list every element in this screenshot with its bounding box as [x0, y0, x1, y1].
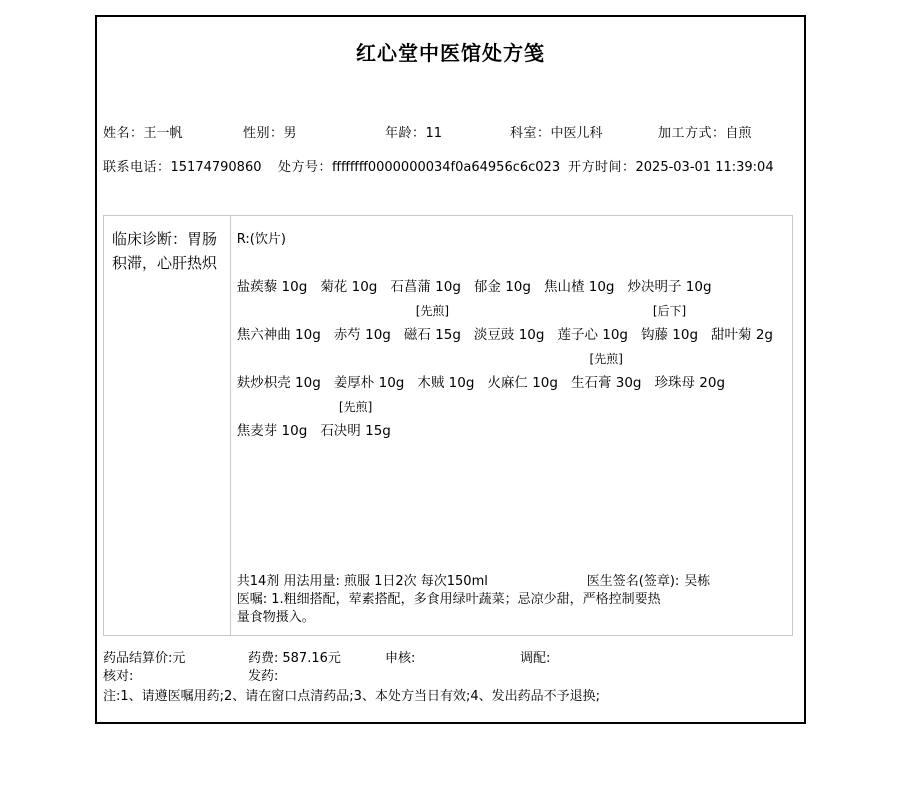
herb-item: [571, 348, 642, 396]
herb-item: [544, 252, 615, 300]
footer-note: 注:1、请遵医嘱用药;2、请在窗口点清药品;3、本处方当日有效;4、发出药品不予退换;: [103, 689, 600, 704]
herb-item: [334, 300, 391, 348]
herb-item: [487, 348, 558, 396]
herb-name: 盐蒺藜 10g: [236, 279, 308, 295]
herb-item: [237, 300, 321, 348]
herb-item: [628, 252, 712, 300]
clinic-title: 红心堂中医馆处方笺: [356, 41, 545, 65]
diagnosis-label: 临床诊断：: [112, 230, 188, 248]
decoction-tag: [544, 252, 615, 274]
phone-field: [103, 159, 278, 177]
settlement-price-label: 药品结算价:: [103, 651, 173, 666]
settlement-price-field: [103, 650, 185, 668]
doctor-signature-label: 医生签名(签章):: [586, 574, 680, 589]
herb-row: [237, 348, 786, 396]
herb-name: 莲子心 10g: [557, 327, 628, 343]
decoction-tag: [后下]: [652, 304, 687, 318]
herb-row: [237, 252, 786, 300]
herb-name: 郁金 10g: [473, 279, 531, 295]
decoction-tag: [628, 252, 712, 274]
doctor-signature-name: 吴栋: [684, 574, 711, 589]
herb-item: [237, 348, 321, 396]
decoction-tag: [474, 252, 531, 274]
department-label: 科室：: [510, 126, 551, 141]
processing-method-field: [658, 125, 800, 143]
decoction-tag: [237, 252, 308, 274]
dose-summary: 共14剂 用法用量: 煎服 1日2次 每次150ml: [236, 574, 488, 589]
check-label: 核对:: [103, 669, 134, 684]
department-field: [510, 125, 658, 143]
footer-row-2: [97, 668, 804, 686]
herb-name: 淡豆豉 10g: [473, 327, 545, 343]
herb-item: [390, 252, 461, 300]
prescription-content: [231, 216, 792, 635]
diagnosis-cell: [104, 216, 231, 635]
patient-gender-label: 性别：: [243, 126, 284, 141]
patient-age-value: 11: [425, 126, 443, 141]
herb-name: 姜厚朴 10g: [333, 375, 405, 391]
fee-label: 药费:: [248, 651, 279, 666]
herb-item: [474, 252, 531, 300]
herb-name: 焦山楂 10g: [543, 279, 615, 295]
patient-name-field: [103, 125, 243, 143]
decoction-tag: [557, 300, 628, 322]
decoction-tag: [474, 300, 545, 322]
patient-gender-value: 男: [283, 126, 297, 141]
patient-info-row-2: [103, 159, 800, 177]
issue-time-label: 开方时间：: [568, 160, 636, 175]
prescription-id-label: 处方号：: [278, 160, 333, 175]
dispense-label: 调配:: [520, 651, 551, 666]
rx-header: R:(饮片): [236, 232, 286, 247]
herb-name: 钩藤 10g: [641, 327, 699, 343]
prescription-box: [103, 215, 793, 636]
doctor-signature: [587, 573, 711, 591]
prescription-id-field: [278, 159, 568, 177]
herb-name: 火麻仁 10g: [487, 375, 558, 391]
herb-item: [320, 252, 377, 300]
footer-note-row: [97, 688, 804, 706]
herb-row: [237, 396, 786, 444]
herb-name: 甜叶菊 2g: [711, 327, 773, 343]
decoction-tag: [487, 348, 558, 370]
patient-age-field: [385, 125, 510, 143]
give-label: 发药:: [248, 669, 279, 684]
decoction-tag: [237, 300, 321, 322]
prescription-id-value: ffffffff0000000034f0a64956c6c023: [332, 160, 561, 175]
decoction-tag: [237, 396, 308, 418]
phone-label: 联系电话：: [103, 160, 171, 175]
decoction-tag: [237, 348, 321, 370]
herb-item: [474, 300, 545, 348]
prescription-sheet: [95, 15, 806, 724]
decoction-tag: [先煎]: [338, 400, 373, 414]
rx-bottom-block: [237, 573, 786, 627]
issue-time-value: 2025-03-01 11:39:04: [635, 160, 774, 175]
herb-name: 焦六神曲 10g: [236, 327, 321, 343]
herb-row: [237, 300, 786, 348]
herb-name: 生石膏 30g: [570, 375, 642, 391]
herb-rows: [237, 252, 786, 444]
phone-value: 15174790860: [170, 160, 262, 175]
herb-name: 石决明 15g: [320, 423, 391, 439]
decoction-tag: [先煎]: [415, 304, 450, 318]
fee-value: 587.16元: [282, 651, 341, 666]
decoction-tag: [320, 252, 377, 274]
decoction-tag: [334, 348, 405, 370]
decoction-tag: [655, 348, 726, 370]
diagnosis-value: 胃肠积滞，心肝热炽: [112, 230, 218, 272]
herb-name: 珍珠母 20g: [654, 375, 726, 391]
herb-name: 炒决明子 10g: [627, 279, 712, 295]
herb-item: [237, 252, 308, 300]
herb-item: [404, 300, 461, 348]
herb-item: [557, 300, 628, 348]
herb-item: [641, 300, 698, 348]
decoction-tag: [711, 300, 773, 322]
issue-time-field: [568, 159, 800, 177]
herb-name: 石菖蒲 10g: [390, 279, 461, 295]
herb-item: [417, 348, 474, 396]
decoction-tag: [334, 300, 391, 322]
processing-method-label: 加工方式：: [658, 126, 726, 141]
decoction-tag: [417, 348, 474, 370]
settlement-price-value: 元: [172, 651, 186, 666]
patient-info-row-1: [103, 125, 800, 143]
herb-item: [237, 396, 308, 444]
patient-age-label: 年龄：: [385, 126, 426, 141]
department-value: 中医儿科: [550, 126, 603, 141]
footer-row-1: [97, 650, 804, 668]
patient-name-label: 姓名：: [103, 126, 144, 141]
herb-name: 木贼 10g: [417, 375, 475, 391]
patient-gender-field: [243, 125, 385, 143]
decoction-tag: [先煎]: [589, 352, 623, 366]
herb-item: [334, 348, 405, 396]
herb-name: 菊花 10g: [320, 279, 378, 295]
decoction-tag: [390, 252, 461, 274]
processing-method-value: 自煎: [725, 126, 752, 141]
herb-item: [655, 348, 726, 396]
patient-name-value: 王一帆: [143, 126, 183, 141]
herb-item: [711, 300, 773, 348]
doctor-advice: 医嘱: 1.粗细搭配，荤素搭配，多食用绿叶蔬菜；忌凉少甜，严格控制要热量食物摄入。: [236, 592, 661, 625]
dose-summary-row: [237, 573, 786, 591]
herb-name: 赤芍 10g: [333, 327, 391, 343]
fee-field: [248, 650, 341, 668]
herb-item: [320, 396, 391, 444]
herb-name: 磁石 15g: [403, 327, 461, 343]
herb-name: 焦麦芽 10g: [236, 423, 308, 439]
herb-name: 麸炒枳壳 10g: [236, 375, 321, 391]
review-label: 申核:: [385, 651, 416, 666]
